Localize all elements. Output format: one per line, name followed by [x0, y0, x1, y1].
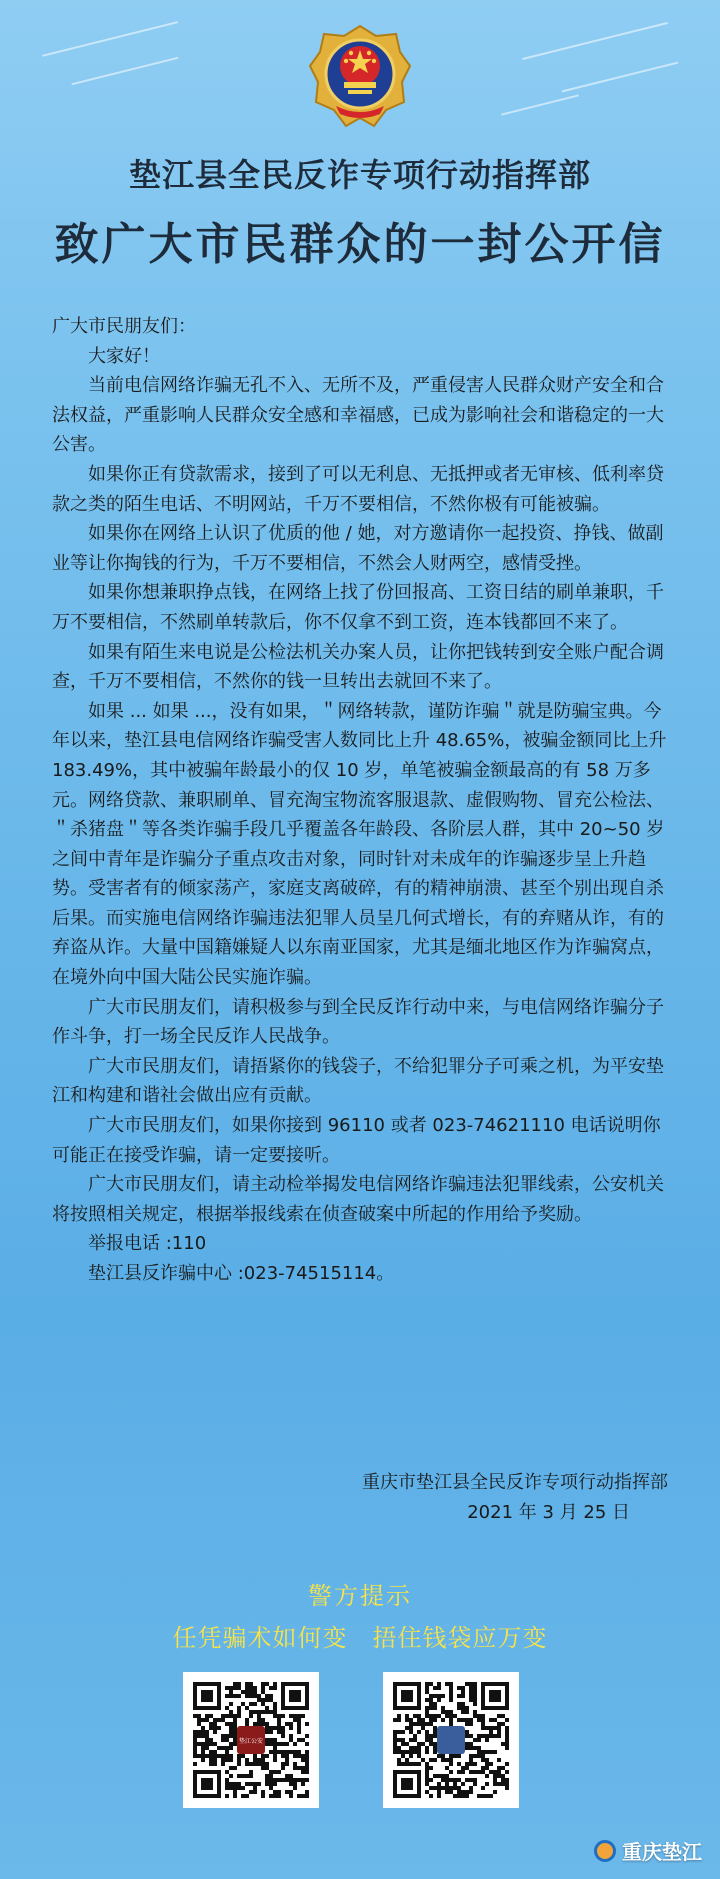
letter-paragraph: 如果有陌生来电说是公检法机关办案人员，让你把钱转到安全账户配合调查，千万不要相信，不然你的钱一旦转出去就回不来了。: [52, 641, 664, 693]
light-streak: [522, 22, 668, 60]
letter-paragraph: 广大市民朋友们，请积极参与到全民反诈行动中来，与电信网络诈骗分子作斗争，打一场全民反诈人民战争。: [52, 996, 664, 1048]
page-title: 致广大市民群众的一封公开信: [54, 219, 666, 270]
police-emblem-icon: [306, 22, 414, 130]
letter-paragraph: 如果你在网络上认识了优质的他 / 她，对方邀请你一起投资、挣钱、做副业等让你掏钱的行为，千万不要相信，不然会人财两空，感情受挫。: [52, 523, 664, 574]
letter-paragraph: 如果你想兼职挣点钱，在网络上找了份回报高、工资日结的刷单兼职，千万不要相信，不然刷单转款后，你不仅拿不到工资，连本钱都回不来了。: [52, 582, 664, 633]
light-streak: [42, 21, 178, 57]
letter-body: [52, 312, 672, 1289]
channel-logo-icon: [594, 1840, 616, 1862]
letter-paragraph: 广大市民朋友们，请主动检举揭发电信网络诈骗违法犯罪线索，公安机关将按照相关规定，根据举报线索在侦查破案中所起的作用给予奖励。: [52, 1174, 664, 1225]
qr-code-left[interactable]: [183, 1672, 319, 1808]
letter-greeting: 广大市民朋友们：: [52, 316, 196, 337]
letter-paragraph: 如果你正有贷款需求，接到了可以无利息、无抵押或者无审核、低利率贷款之类的陌生电话、不明网站，千万不要相信，不然你极有可能被骗。: [52, 463, 664, 515]
warning-slogan: 任凭骗术如何变 捂住钱袋应万变: [172, 1624, 548, 1652]
signature-date: 2021 年 3 月 25 日: [467, 1502, 630, 1523]
warning-title: 警方提示: [308, 1582, 412, 1610]
letter-paragraph: 广大市民朋友们，如果你接到 96110 或者 023-74621110 电话说明你可能正在接受诈骗，请一定要接听。: [52, 1115, 661, 1166]
letter-paragraph: 如果 ... 如果 ...，没有如果，＂网络转款，谨防诈骗＂就是防骗宝典。今年以来，垫江县电信网络诈骗受害人数同比上升 48.65%，被骗金额同比上升 183.49%，其中被骗年龄最小的仅 10 岁，单笔被骗金额最高的有 58 万多元。网络贷款、兼职刷单、冒充淘宝物流客服退款、虚假购物、冒充公检法、＂杀猪盘＂等各类诈骗手段几乎覆盖各年龄段、各阶层人群，其中 20~50 岁之间中青年是诈骗分子重点攻击对象，同时针对未成年的诈骗逐步呈上升趋势。受害者有的倾家荡产，家庭支离破碎，有的精神崩溃、甚至个别出现自杀后果。而实施电信网络诈骗违法犯罪人员呈几何式增长，有的弃赌从诈，有的弃盗从诈。大量中国籍嫌疑人以东南亚国家，尤其是缅北地区作为诈骗窝点，在境外向中国大陆公民实施诈骗。: [52, 700, 667, 989]
light-streak: [501, 94, 579, 115]
signature-org: 重庆市垫江县全民反诈专项行动指挥部: [362, 1472, 668, 1493]
qr-code-right[interactable]: [383, 1672, 519, 1808]
light-streak: [562, 62, 679, 93]
watermark: [594, 1836, 702, 1865]
letter-signature: [362, 1468, 668, 1528]
letter-paragraph: 当前电信网络诈骗无孔不入、无所不及，严重侵害人民群众财产安全和合法权益，严重影响人民群众安全感和幸福感，已成为影响社会和谐稳定的一大公害。: [52, 375, 664, 456]
report-hotline: 举报电话 :110: [88, 1233, 207, 1255]
light-streak: [71, 57, 178, 86]
svg-text:垫江公安: 垫江公安: [238, 1738, 264, 1746]
letter-paragraph: 广大市民朋友们，请捂紧你的钱袋子，不给犯罪分子可乘之机，为平安垫江和构建和谐社会做出应有贡献。: [52, 1055, 664, 1107]
page-subtitle: 垫江县全民反诈专项行动指挥部: [128, 156, 591, 194]
letter-paragraph: 大家好！: [88, 345, 160, 367]
anti-fraud-center-phone: 垫江县反诈骗中心 :023-74515114。: [88, 1263, 395, 1284]
watermark-text: 重庆垫江: [622, 1840, 702, 1864]
